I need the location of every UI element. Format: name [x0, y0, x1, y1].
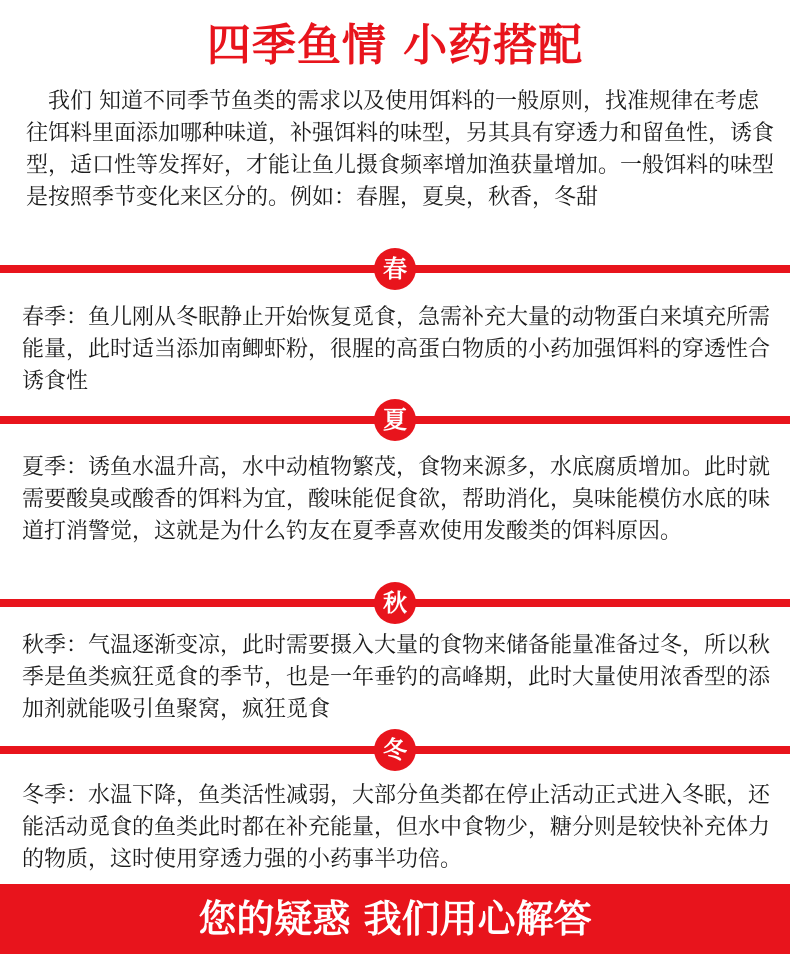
section-autumn-text: 秋季：气温逐渐变凉，此时需要摄入大量的食物来储备能量准备过冬，所以秋季是鱼类疯狂觅食的季节，也是一年垂钓的高峰期，此时大量使用浓香型的添加剂就能吸引鱼聚窝，疯狂觅食 [22, 633, 771, 722]
badge-summer: 夏 [374, 399, 416, 441]
section-winter-text: 冬季：水温下降，鱼类活性减弱，大部分鱼类都在停止活动正式进入冬眠，还能活动觅食的鱼类此时都在补充能量，但水中食物少，糖分则是较快补充体力的物质，这时使用穿透力强的小药事半功倍。 [22, 783, 771, 872]
footer-text: 您的疑惑 我们用心解答 [198, 897, 592, 941]
badge-autumn: 秋 [374, 582, 416, 624]
section-summer-text: 夏季：诱鱼水温升高，水中动植物繁茂，食物来源多，水底腐质增加。此时就需要酸臭或酸香的饵料为宜，酸味能促食欲，帮助消化，臭味能模仿水底的味道打消警觉，这就是为什么钓友在夏季喜欢使用发酸类的饵料原因。 [22, 455, 771, 544]
intro-paragraph: 我们 知道不同季节鱼类的需求以及使用饵料的一般原则，找准规律在考虑往饵料里面添加哪种味道，补强饵料的味型，另其具有穿透力和留鱼性，诱食型，适口性等发挥好，才能让鱼儿摄食频率增加渔获量增加。一般饵料的味型是按照季节变化来区分的。例如：春腥，夏臭，秋香，冬甜 [26, 89, 775, 210]
badge-spring: 春 [374, 248, 416, 290]
page-title: 四季鱼情 小药搭配 [206, 20, 584, 71]
badge-winter: 冬 [374, 729, 416, 771]
section-spring-text: 春季：鱼儿刚从冬眠静止开始恢复觅食，急需补充大量的动物蛋白来填充所需能量，此时适当添加南鲫虾粉，很腥的高蛋白物质的小药加强饵料的穿透性合诱食性 [22, 305, 771, 394]
